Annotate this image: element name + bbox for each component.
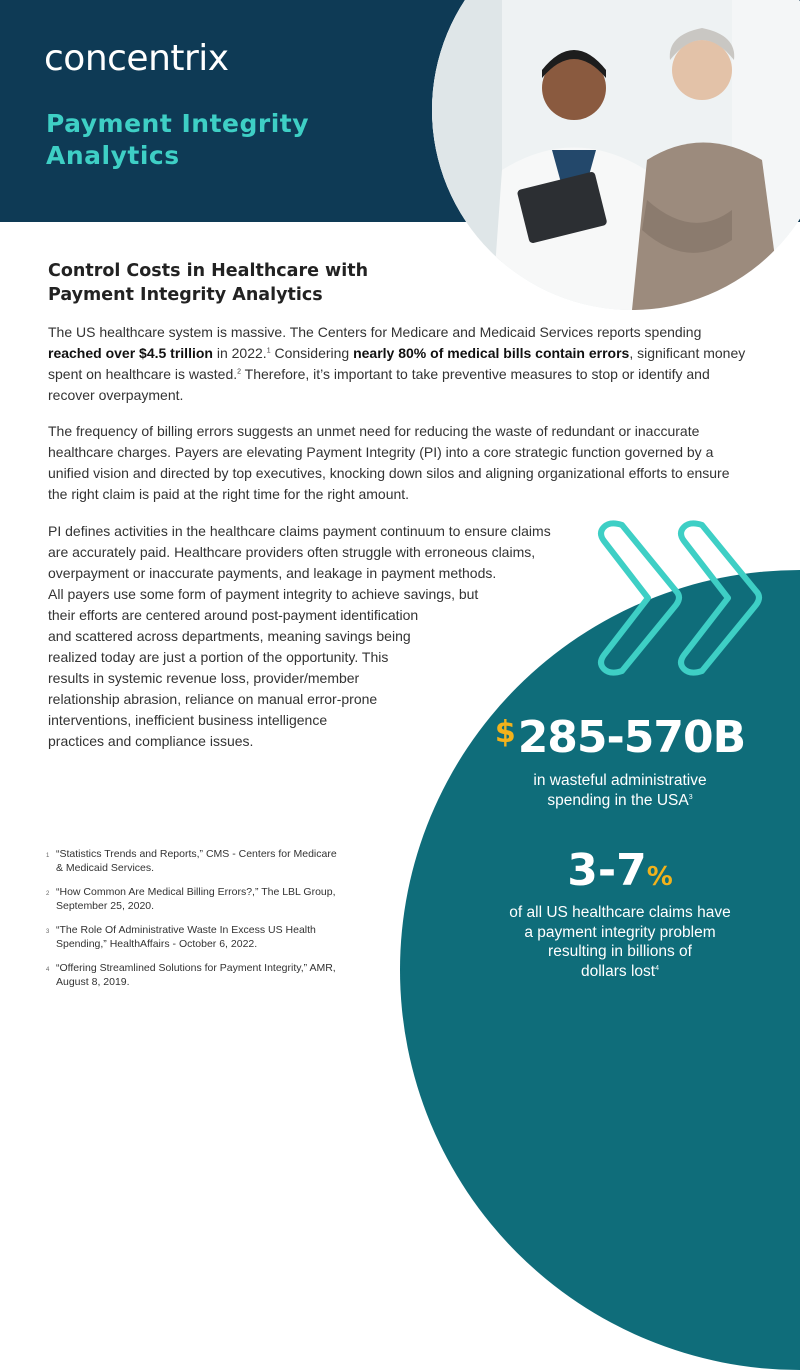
paragraph-1: The US healthcare system is massive. The Centers for Medicare and Medicaid Services reports spending reached over $4.5 trillion in 2022.$^1$ Considering nearly 80% of medical bills contain errors, significant money spent on healthcare is wasted.$^2$ Therefore, it’s important to take preventive measures to stop or identify and recover overpayment. — [48, 324, 746, 403]
stat-waste-value — [475, 712, 765, 763]
currency-symbol: $ — [494, 715, 516, 750]
footnote: 2 “How Common Are Medical Billing Errors?,” The LBL Group, September 25, 2020. — [46, 886, 336, 912]
bold-phrase: nearly 80% of medical bills contain errors — [353, 345, 630, 361]
chevrons-icon — [590, 515, 780, 680]
paragraph-line: All payers use some form of payment integrity to achieve savings, but — [48, 586, 479, 602]
stat-value: 285-570B — [517, 712, 746, 763]
paragraph-line: interventions, inefficient business intelligence — [48, 712, 328, 728]
doctor-patient-photo — [432, 0, 800, 310]
paragraph-line: relationship abrasion, reliance on manual error-prone — [48, 691, 378, 707]
paragraph-2: The frequency of billing errors suggests an unmet need for reducing the waste of redundant or inaccurate healthcare charges. Payers are elevating Payment Integrity (PI) into a core strategic function governed by a unified vision and directed by top executives, knocking down silos and aligning organizational efforts to ensure the right claim is paid at the right time for the right amount. — [48, 423, 730, 502]
footnote-ref: 1 — [266, 347, 271, 355]
footnote: 4 “Offering Streamlined Solutions for Payment Integrity,” AMR, August 8, 2019. — [46, 962, 336, 988]
footnotes-list — [46, 848, 346, 1000]
stat-value: 3-7 — [567, 845, 647, 896]
paragraph-line: are accurately paid. Healthcare providers often struggle with erroneous claims, — [48, 544, 536, 560]
stat-claims-value — [490, 845, 750, 896]
stat-claims-description: of all US healthcare claims have a payment integrity problem resulting in billions of dollars lost$^4$ — [509, 904, 731, 980]
concentrix-logo: concentrix — [44, 38, 229, 79]
paragraph-line: overpayment or inaccurate payments, and leakage in payment methods. — [48, 565, 497, 581]
paragraph-line: their efforts are centered around post-payment identification — [48, 607, 419, 623]
paragraph-line: realized today are just a portion of the opportunity. This — [48, 649, 389, 665]
stat-waste-description: in wasteful administrative spending in the USA$^3$ — [533, 772, 707, 809]
paragraph-line: practices and compliance issues. — [48, 733, 254, 749]
footnote: 1 “Statistics Trends and Reports,” CMS - Centers for Medicare & Medicaid Services. — [46, 848, 337, 874]
bold-phrase: reached over $4.5 trillion — [48, 345, 213, 361]
section-heading: Control Costs in Healthcare with Payment Integrity Analytics — [48, 261, 369, 305]
footnote-ref: 3 — [688, 793, 693, 801]
paragraph-line: results in systemic revenue loss, provider/member — [48, 670, 360, 686]
paragraph-line: PI defines activities in the healthcare claims payment continuum to ensure claims — [48, 523, 551, 539]
footnote-ref: 2 — [237, 368, 242, 376]
document-title: Payment Integrity Analytics — [46, 109, 310, 170]
footnote-ref: 4 — [655, 964, 659, 972]
paragraph-line: and scattered across departments, meaning savings being — [48, 628, 411, 644]
footnote: 3 “The Role Of Administrative Waste In Excess US Health Spending,” HealthAffairs - October 6, 2022. — [46, 924, 316, 950]
percent-symbol: % — [646, 862, 673, 892]
